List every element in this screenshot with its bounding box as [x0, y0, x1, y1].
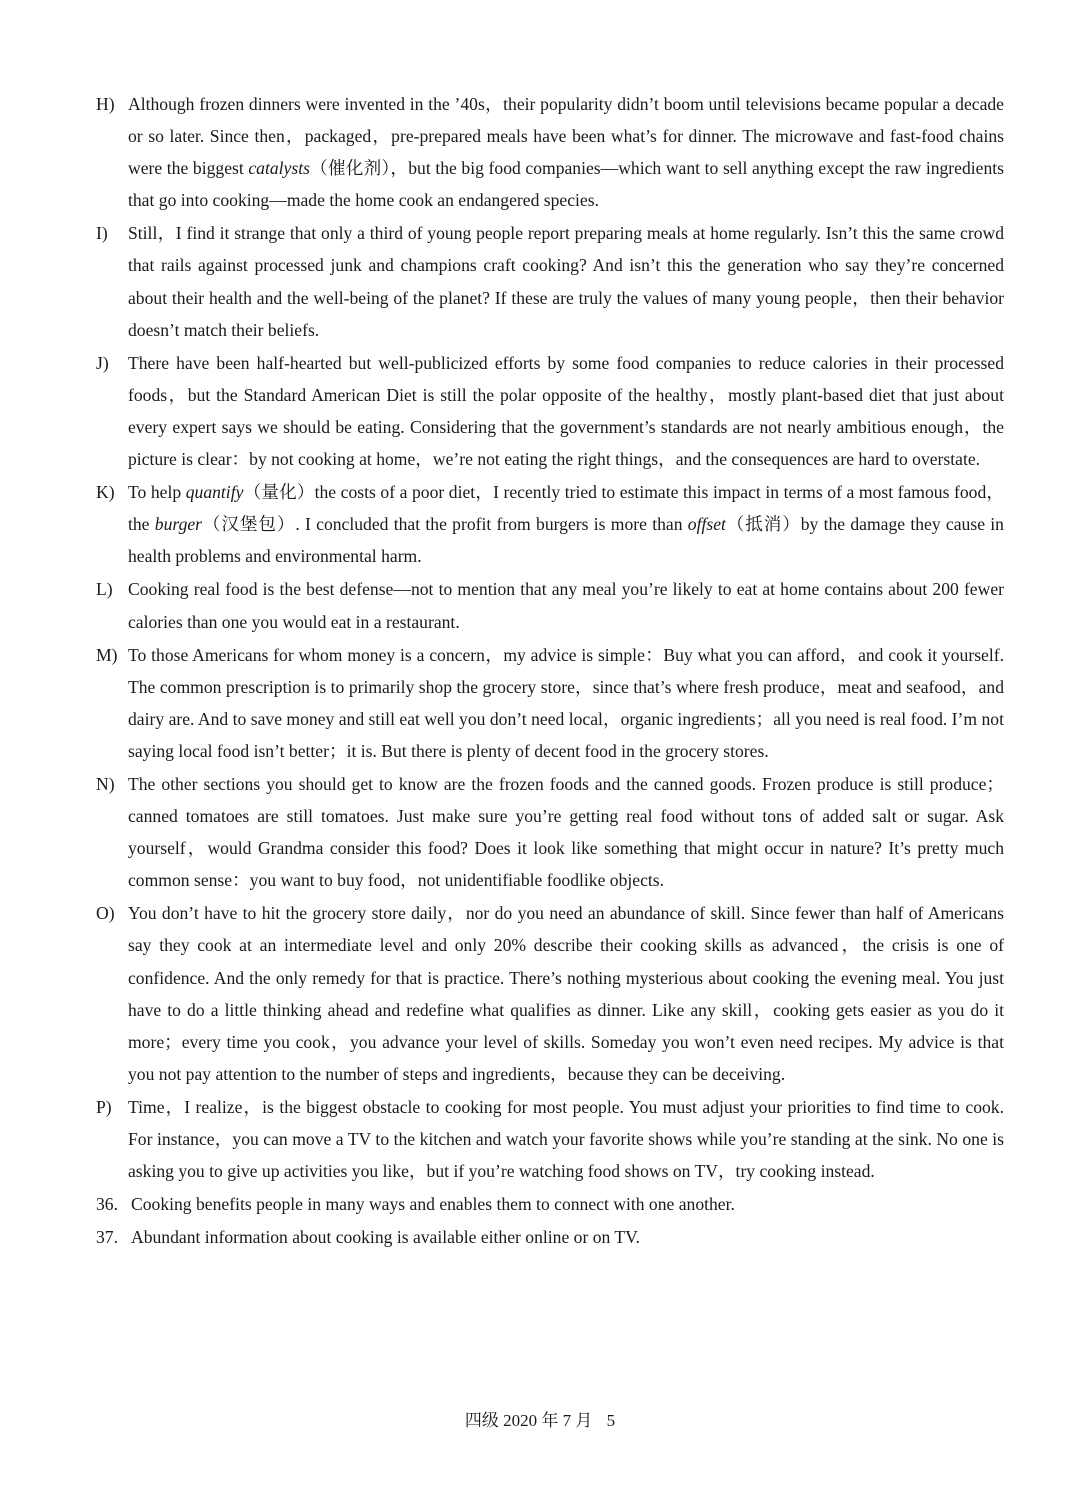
paragraph-label: H): [96, 94, 115, 114]
paragraph-text: The other sections you should get to know are the frozen foods and the canned goods. Frozen produce is still produce；canned tomatoes are still tomatoes. Just make sure you’re getting real food without tons of added salt or sugar. Ask yourself，would Grandma consider this food? Does it look like something that might occur in nature? It’s pretty much common sense：you want to buy food，not unidentifiable foodlike objects.: [128, 773, 1004, 891]
paragraph-text: There have been half-hearted but well-publicized efforts by some food companies to reduce calories in their processed foods，but the Standard American Diet is still the polar opposite of the healthy，mostly plant-based diet that just about every expert says we should be eating. Considering that the government’s standards are not nearly ambitious enough，the picture is clear：by not cooking at home，we’re not eating the right things，and the consequences are hard to overstate.: [128, 352, 1004, 470]
paragraph-text: To help quantify（量化）the costs of a poor diet，I recently tried to estimate this impact in terms of a most famous food，the burger（汉堡包）. I concluded that the profit from burgers is more than offset（抵消）by the damage they cause in health problems and environmental harm.: [128, 482, 1004, 567]
paragraph-text: Cooking real food is the best defense—not to mention that any meal you’re likely to eat at home contains about 200 fewer calories than one you would eat in a restaurant.: [128, 579, 1004, 632]
question-item: [96, 1188, 1004, 1220]
passage-paragraph: [96, 768, 1004, 896]
paragraph-text: Time，I realize，is the biggest obstacle to cooking for most people. You must adjust your priorities to find time to cook. For instance，you can move a TV to the kitchen and watch your favorite shows while you’re standing at the sink. No one is asking you to give up activities you like，but if you’re watching food shows on TV，try cooking instead.: [128, 1096, 1004, 1182]
footer-page-number: 5: [606, 1411, 616, 1430]
passage-paragraph: [96, 573, 1004, 637]
italic-term: burger: [154, 514, 203, 535]
paragraph-list: [96, 88, 1004, 1187]
question-item: [96, 1221, 1004, 1253]
paragraph-text: Although frozen dinners were invented in the ’40s，their popularity didn’t boom until televisions became popular a decade or so later. Since then，packaged，pre-prepared meals have been what’s for dinner. The microwave and fast-food chains were the biggest catalysts（催化剂），but the big food companies—which want to sell anything except the raw ingredients that go into cooking—made the home cook an endangered species.: [128, 94, 1004, 211]
footer-exam-label: 四级 2020 年 7 月: [464, 1411, 593, 1430]
paragraph-label: N): [96, 773, 115, 794]
paragraph-text: Still，I find it strange that only a third of young people report preparing meals at home regularly. Isn’t this the same crowd that rails against processed junk and champions craft cooking? And isn’t this the generation who say they’re concerned about their health and the well-being of the planet? If these are truly the values of many young people，then their behavior doesn’t match their beliefs.: [128, 223, 1004, 340]
paragraph-label: J): [96, 352, 109, 373]
paragraph-label: K): [96, 482, 115, 503]
passage-paragraph: [96, 639, 1004, 767]
question-number: 37.: [96, 1227, 118, 1248]
question-list: [96, 1188, 1004, 1253]
question-number: 36.: [96, 1194, 118, 1215]
passage-paragraph: [96, 476, 1004, 572]
passage-paragraph: [96, 217, 1004, 345]
question-text: Abundant information about cooking is available either online or on TV.: [131, 1227, 640, 1248]
paragraph-text: To those Americans for whom money is a concern，my advice is simple：Buy what you can afford，and cook it yourself. The common prescription is to primarily shop the grocery store，since that’s where fresh produce，meat and seafood，and dairy are. And to save money and still eat well you don’t need local，organic ingredients；all you need is real food. I’m not saying local food isn’t better；it is. But there is plenty of decent food in the grocery stores.: [128, 644, 1004, 761]
passage-paragraph: [96, 88, 1004, 216]
passage-paragraph: [96, 1091, 1004, 1187]
passage-paragraph: [96, 347, 1004, 475]
paragraph-label: O): [96, 903, 115, 924]
reading-passage: [96, 88, 1004, 1254]
passage-paragraph: [96, 897, 1004, 1090]
page-footer: [0, 1406, 1080, 1431]
paragraph-label: P): [96, 1096, 112, 1117]
italic-term: catalysts: [248, 158, 310, 179]
paragraph-label: I): [96, 223, 108, 244]
paragraph-label: L): [96, 579, 113, 600]
paragraph-label: M): [96, 644, 118, 665]
italic-term: quantify: [185, 482, 244, 503]
italic-term: offset: [687, 514, 726, 535]
paragraph-text: You don’t have to hit the grocery store daily，nor do you need an abundance of skill. Since fewer than half of Americans say they cook at an intermediate level and only 20% describe their cooking skills as advanced，the crisis is one of confidence. And the only remedy for that is practice. There’s nothing mysterious about cooking the evening meal. You just have to do a little thinking ahead and redefine what qualifies as dinner. Like any skill，cooking gets easier as you do it more；every time you cook，you advance your level of skills. Someday you won’t even need recipes. My advice is that you not pay attention to the number of steps and ingredients，because they can be deceiving.: [128, 903, 1004, 1084]
question-text: Cooking benefits people in many ways and enables them to connect with one another.: [131, 1194, 735, 1215]
